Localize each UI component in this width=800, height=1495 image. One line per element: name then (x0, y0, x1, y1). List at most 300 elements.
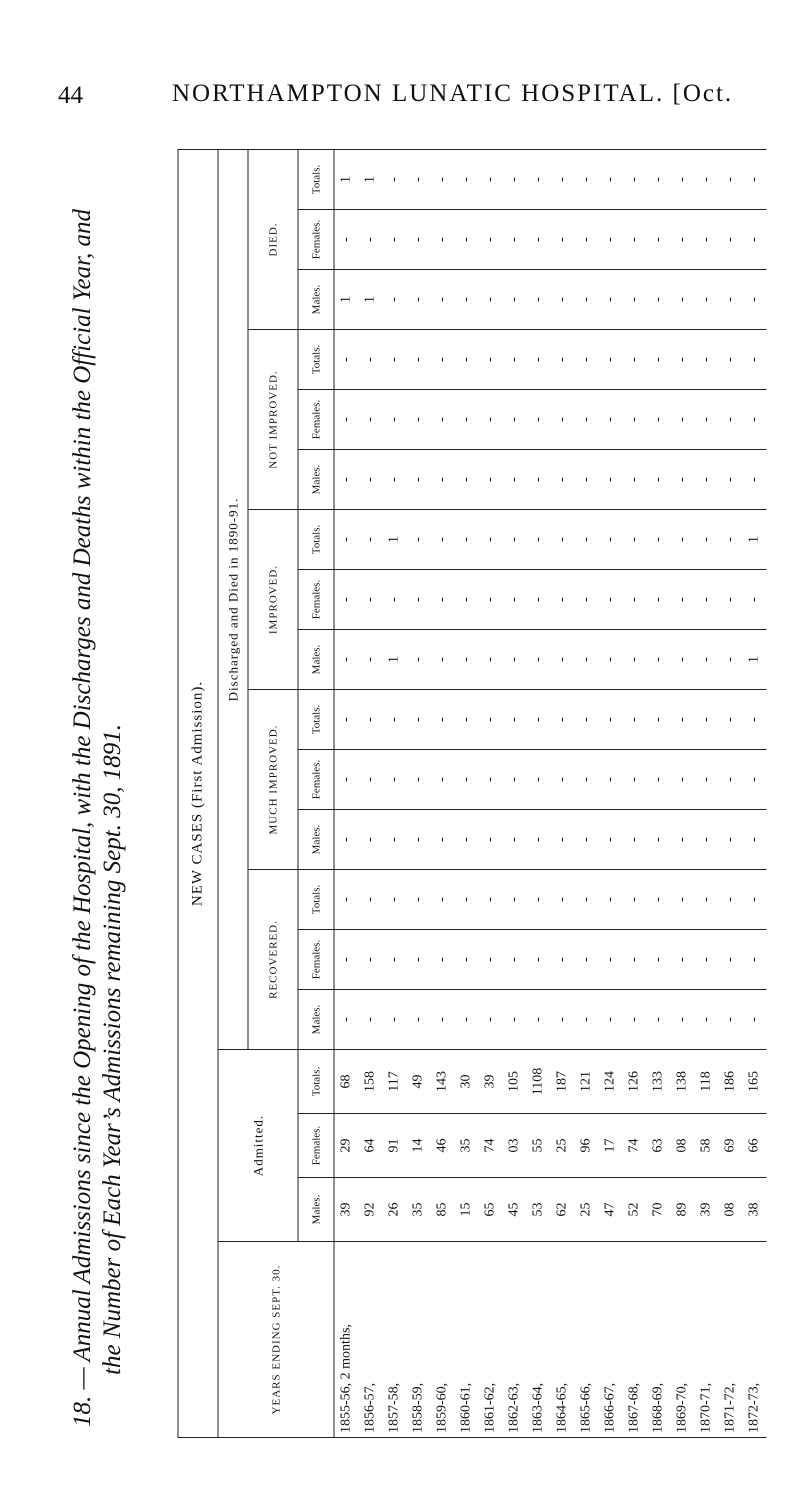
mi-cell: - (718, 750, 742, 810)
imp-cell: 1 (742, 630, 766, 690)
died-cell: - (502, 149, 526, 209)
died-cell: - (742, 270, 766, 330)
ni-cell: - (574, 450, 598, 510)
imp-cell: - (406, 570, 430, 630)
ni-cell: - (598, 390, 622, 450)
imp-cell: - (526, 570, 550, 630)
died-females-label: Females. (298, 210, 334, 270)
mi-cell: - (742, 690, 766, 750)
admitted-females-cell: 29 (334, 1114, 359, 1178)
rec-cell: - (334, 990, 359, 1050)
admitted-males-label: Males. (298, 1178, 334, 1242)
mi-cell: - (454, 690, 478, 750)
ni-cell: - (550, 330, 574, 390)
died-cell: - (406, 270, 430, 330)
rec-cell: - (694, 870, 718, 930)
ni-cell: - (694, 330, 718, 390)
year-cell: 1866-67, (598, 1242, 622, 1438)
admitted-females-cell: 66 (742, 1114, 766, 1178)
mi-cell: - (454, 750, 478, 810)
admitted-males-cell: 62 (550, 1178, 574, 1242)
rec-cell: - (598, 870, 622, 930)
imp-cell: - (334, 570, 359, 630)
imp-cell: - (358, 510, 382, 570)
admitted-totals-cell: 1108 (526, 1050, 550, 1114)
ni-cell: - (454, 450, 478, 510)
died-cell: - (718, 210, 742, 270)
table-row (334, 149, 359, 1437)
mi-cell: - (646, 690, 670, 750)
rec-cell: - (382, 930, 406, 990)
died-cell: - (382, 270, 406, 330)
rec-cell: - (430, 930, 454, 990)
mi-cell: - (550, 750, 574, 810)
rec-cell: - (622, 990, 646, 1050)
imp-cell: - (622, 630, 646, 690)
mi-cell: - (694, 750, 718, 810)
died-cell: - (454, 270, 478, 330)
table-title: NEW CASES (First Admission). (178, 149, 218, 1437)
mi-cell: - (598, 690, 622, 750)
died-cell: - (694, 270, 718, 330)
recovered-totals-label: Totals. (298, 870, 334, 930)
rec-cell: - (526, 990, 550, 1050)
ni-cell: - (574, 390, 598, 450)
rec-cell: - (598, 990, 622, 1050)
imp-cell: - (502, 510, 526, 570)
imp-cell: - (478, 510, 502, 570)
ni-cell: - (670, 390, 694, 450)
imp-cell: - (646, 510, 670, 570)
ni-cell: - (502, 390, 526, 450)
rec-cell: - (502, 990, 526, 1050)
table-caption (68, 75, 132, 1435)
admitted-header: Admitted. (218, 1050, 298, 1242)
table-row (526, 149, 550, 1437)
ni-cell: - (478, 450, 502, 510)
year-cell: 1865-66, (574, 1242, 598, 1438)
year-cell: 1872-73, (742, 1242, 766, 1438)
rec-cell: - (406, 870, 430, 930)
ni-cell: - (622, 390, 646, 450)
ni-cell: - (694, 390, 718, 450)
mi-cell: - (334, 810, 359, 870)
admitted-totals-cell: 49 (406, 1050, 430, 1114)
ni-cell: - (598, 450, 622, 510)
ni-cell: - (574, 330, 598, 390)
not-improved-males-label: Males. (298, 450, 334, 510)
ni-cell: - (358, 450, 382, 510)
ni-cell: - (478, 390, 502, 450)
mi-cell: - (334, 690, 359, 750)
imp-cell: - (574, 570, 598, 630)
admitted-males-cell: 38 (742, 1178, 766, 1242)
admitted-totals-cell: 187 (550, 1050, 574, 1114)
ni-cell: - (334, 390, 359, 450)
mi-cell: - (526, 750, 550, 810)
table-row (742, 149, 766, 1437)
imp-cell: - (718, 510, 742, 570)
admitted-totals-cell: 39 (478, 1050, 502, 1114)
ni-cell: - (526, 390, 550, 450)
ni-cell: - (526, 450, 550, 510)
ni-cell: - (550, 450, 574, 510)
ni-cell: - (598, 330, 622, 390)
died-cell: - (598, 270, 622, 330)
ni-cell: - (646, 450, 670, 510)
much-improved-males-label: Males. (298, 810, 334, 870)
imp-cell: - (478, 630, 502, 690)
died-cell: - (622, 149, 646, 209)
mi-cell: - (430, 690, 454, 750)
year-cell: 1870-71, (694, 1242, 718, 1438)
admitted-males-cell: 45 (502, 1178, 526, 1242)
imp-cell: - (670, 570, 694, 630)
died-cell: - (382, 210, 406, 270)
admitted-females-cell: 14 (406, 1114, 430, 1178)
table-row (382, 149, 406, 1437)
imp-cell: - (550, 570, 574, 630)
table-row (406, 149, 430, 1437)
mi-cell: - (502, 810, 526, 870)
died-cell: - (358, 210, 382, 270)
imp-cell: - (502, 630, 526, 690)
rec-cell: - (454, 870, 478, 930)
admitted-females-cell: 17 (598, 1114, 622, 1178)
died-cell: - (406, 210, 430, 270)
imp-cell: - (430, 510, 454, 570)
died-cell: - (430, 210, 454, 270)
running-head: NORTHAMPTON LUNATIC HOSPITAL. [Oct. (172, 80, 734, 107)
admitted-females-cell: 03 (502, 1114, 526, 1178)
imp-cell: - (598, 630, 622, 690)
imp-cell: - (550, 510, 574, 570)
table-body (334, 149, 767, 1437)
ni-cell: - (526, 330, 550, 390)
mi-cell: - (430, 750, 454, 810)
rec-cell: - (382, 870, 406, 930)
admitted-totals-cell: 105 (502, 1050, 526, 1114)
rec-cell: - (646, 930, 670, 990)
ni-cell: - (406, 390, 430, 450)
admitted-totals-cell: 68 (334, 1050, 359, 1114)
died-totals-label: Totals. (298, 149, 334, 209)
mi-cell: - (406, 750, 430, 810)
not-improved-totals-label: Totals. (298, 330, 334, 390)
admitted-females-cell: 25 (550, 1114, 574, 1178)
imp-cell: - (478, 570, 502, 630)
admitted-males-cell: 25 (574, 1178, 598, 1242)
died-cell: - (742, 149, 766, 209)
mi-cell: - (478, 810, 502, 870)
mi-cell: - (406, 690, 430, 750)
admitted-totals-cell: 138 (670, 1050, 694, 1114)
admitted-males-cell: 70 (646, 1178, 670, 1242)
mi-cell: - (670, 690, 694, 750)
ni-cell: - (382, 330, 406, 390)
rec-cell: - (550, 990, 574, 1050)
mi-cell: - (358, 690, 382, 750)
died-cell: - (430, 270, 454, 330)
ni-cell: - (430, 450, 454, 510)
caption-line-1: 18. — Annual Admissions since the Opening of the Hospital, with the Discharges and Deaths within the Official Year, and (69, 208, 96, 1427)
much-improved-females-label: Females. (298, 750, 334, 810)
died-cell: - (406, 149, 430, 209)
table-row (646, 149, 670, 1437)
imp-cell: - (334, 630, 359, 690)
mi-cell: - (478, 750, 502, 810)
year-cell: 1856-57, (358, 1242, 382, 1438)
improved-totals-label: Totals. (298, 510, 334, 570)
mi-cell: - (622, 750, 646, 810)
rec-cell: - (694, 930, 718, 990)
year-cell: 1858-59, (406, 1242, 430, 1438)
mi-cell: - (526, 810, 550, 870)
mi-cell: - (334, 750, 359, 810)
admitted-females-cell: 64 (358, 1114, 382, 1178)
died-cell: - (670, 149, 694, 209)
admitted-totals-cell: 121 (574, 1050, 598, 1114)
ni-cell: - (622, 450, 646, 510)
mi-cell: - (502, 750, 526, 810)
died-cell: - (694, 210, 718, 270)
imp-cell: - (598, 570, 622, 630)
admitted-females-cell: 35 (454, 1114, 478, 1178)
ni-cell: - (358, 330, 382, 390)
imp-cell: 1 (382, 510, 406, 570)
admitted-females-cell: 74 (478, 1114, 502, 1178)
rotated-table-container (177, 152, 762, 1438)
admitted-totals-cell: 124 (598, 1050, 622, 1114)
ni-cell: - (670, 450, 694, 510)
died-cell: - (550, 270, 574, 330)
mi-cell: - (406, 810, 430, 870)
rec-cell: - (550, 930, 574, 990)
ni-cell: - (718, 390, 742, 450)
ni-cell: - (454, 390, 478, 450)
rec-cell: - (502, 930, 526, 990)
rec-cell: - (574, 870, 598, 930)
rec-cell: - (406, 990, 430, 1050)
table-row (574, 149, 598, 1437)
died-cell: - (430, 149, 454, 209)
admitted-males-cell: 08 (718, 1178, 742, 1242)
admitted-totals-cell: 158 (358, 1050, 382, 1114)
admitted-females-cell: 55 (526, 1114, 550, 1178)
admitted-females-cell: 08 (670, 1114, 694, 1178)
mi-cell: - (742, 810, 766, 870)
admitted-totals-cell: 117 (382, 1050, 406, 1114)
rec-cell: - (742, 930, 766, 990)
imp-cell: - (526, 630, 550, 690)
table-row (478, 149, 502, 1437)
died-cell: - (622, 210, 646, 270)
died-cell: - (646, 149, 670, 209)
ni-cell: - (406, 450, 430, 510)
table-row (694, 149, 718, 1437)
rec-cell: - (550, 870, 574, 930)
mi-cell: - (574, 810, 598, 870)
mi-cell: - (718, 810, 742, 870)
admitted-totals-cell: 133 (646, 1050, 670, 1114)
rec-cell: - (670, 930, 694, 990)
mi-cell: - (646, 810, 670, 870)
imp-cell: - (670, 510, 694, 570)
ni-cell: - (550, 390, 574, 450)
ni-cell: - (694, 450, 718, 510)
died-cell: - (742, 210, 766, 270)
rec-cell: - (670, 990, 694, 1050)
died-cell: - (478, 270, 502, 330)
admitted-females-label: Females. (298, 1114, 334, 1178)
rec-cell: - (358, 990, 382, 1050)
discharged-header: Discharged and Died in 1890-91. (218, 149, 248, 1049)
mi-cell: - (358, 810, 382, 870)
admitted-females-cell: 58 (694, 1114, 718, 1178)
imp-cell: - (742, 570, 766, 630)
ni-cell: - (670, 330, 694, 390)
died-cell: - (598, 149, 622, 209)
admitted-totals-label: Totals. (298, 1050, 334, 1114)
imp-cell: - (622, 510, 646, 570)
mi-cell: - (502, 690, 526, 750)
table-row (598, 149, 622, 1437)
mi-cell: - (574, 690, 598, 750)
table-row (718, 149, 742, 1437)
rec-cell: - (526, 870, 550, 930)
admitted-females-cell: 63 (646, 1114, 670, 1178)
imp-cell: - (406, 510, 430, 570)
caption-line-2: the Number of Each Year’s Admissions remaining Sept. 30, 1891. (99, 724, 126, 1375)
died-cell: - (694, 149, 718, 209)
rec-cell: - (622, 930, 646, 990)
mi-cell: - (550, 810, 574, 870)
died-cell: - (454, 210, 478, 270)
mi-cell: - (694, 690, 718, 750)
rec-cell: - (622, 870, 646, 930)
admitted-males-cell: 52 (622, 1178, 646, 1242)
imp-cell: - (454, 570, 478, 630)
admitted-males-cell: 26 (382, 1178, 406, 1242)
ni-cell: - (382, 390, 406, 450)
imp-cell: - (502, 570, 526, 630)
ni-cell: - (478, 330, 502, 390)
ni-cell: - (502, 450, 526, 510)
rec-cell: - (718, 870, 742, 930)
admitted-females-cell: 91 (382, 1114, 406, 1178)
admitted-males-cell: 85 (430, 1178, 454, 1242)
died-cell: - (550, 149, 574, 209)
died-cell: - (478, 149, 502, 209)
imp-cell: - (454, 510, 478, 570)
ni-cell: - (622, 330, 646, 390)
table-row (670, 149, 694, 1437)
admitted-totals-cell: 126 (622, 1050, 646, 1114)
table-row (358, 149, 382, 1437)
died-cell: - (478, 210, 502, 270)
died-cell: - (574, 270, 598, 330)
imp-cell: - (718, 630, 742, 690)
admissions-table (177, 149, 766, 1438)
rec-cell: - (502, 870, 526, 930)
died-cell: - (550, 210, 574, 270)
rec-cell: - (358, 870, 382, 930)
died-cell: - (334, 210, 359, 270)
year-cell: 1868-69, (646, 1242, 670, 1438)
improved-females-label: Females. (298, 570, 334, 630)
admitted-females-cell: 46 (430, 1114, 454, 1178)
died-males-label: Males. (298, 270, 334, 330)
ni-cell: - (742, 330, 766, 390)
rec-cell: - (646, 990, 670, 1050)
rec-cell: - (598, 930, 622, 990)
mi-cell: - (382, 810, 406, 870)
year-cell: 1867-68, (622, 1242, 646, 1438)
group-much-improved: MUCH IMPROVED. (248, 690, 298, 870)
admitted-males-cell: 65 (478, 1178, 502, 1242)
died-cell: - (646, 210, 670, 270)
admitted-females-cell: 69 (718, 1114, 742, 1178)
mi-cell: - (670, 750, 694, 810)
imp-cell: - (694, 570, 718, 630)
much-improved-totals-label: Totals. (298, 690, 334, 750)
imp-cell: - (358, 630, 382, 690)
died-cell: - (502, 210, 526, 270)
died-cell: 1 (358, 149, 382, 209)
admitted-males-cell: 15 (454, 1178, 478, 1242)
years-header: YEARS ENDING SEPT. 30. (218, 1242, 334, 1438)
imp-cell: - (646, 630, 670, 690)
died-cell: 1 (358, 270, 382, 330)
rec-cell: - (358, 930, 382, 990)
rec-cell: - (334, 930, 359, 990)
group-not-improved: NOT IMPROVED. (248, 330, 298, 510)
died-cell: - (718, 270, 742, 330)
mi-cell: - (574, 750, 598, 810)
group-improved: IMPROVED. (248, 510, 298, 690)
year-cell: 1871-72, (718, 1242, 742, 1438)
imp-cell: - (430, 630, 454, 690)
year-cell: 1861-62, (478, 1242, 502, 1438)
group-died: DIED. (248, 149, 298, 329)
year-cell: 1863-64, (526, 1242, 550, 1438)
ni-cell: - (334, 450, 359, 510)
mi-cell: - (382, 750, 406, 810)
rec-cell: - (526, 930, 550, 990)
died-cell: - (622, 270, 646, 330)
table-row (430, 149, 454, 1437)
died-cell: - (670, 210, 694, 270)
admitted-males-cell: 53 (526, 1178, 550, 1242)
died-cell: - (574, 210, 598, 270)
rec-cell: - (574, 930, 598, 990)
died-cell: - (574, 149, 598, 209)
year-cell: 1864-65, (550, 1242, 574, 1438)
died-cell: - (646, 270, 670, 330)
imp-cell: - (646, 570, 670, 630)
imp-cell: 1 (382, 630, 406, 690)
admitted-totals-cell: 165 (742, 1050, 766, 1114)
rec-cell: - (454, 990, 478, 1050)
recovered-females-label: Females. (298, 930, 334, 990)
died-cell: - (454, 149, 478, 209)
rec-cell: - (574, 990, 598, 1050)
rec-cell: - (718, 990, 742, 1050)
mi-cell: - (430, 810, 454, 870)
admitted-males-cell: 39 (334, 1178, 359, 1242)
mi-cell: - (622, 810, 646, 870)
mi-cell: - (670, 810, 694, 870)
